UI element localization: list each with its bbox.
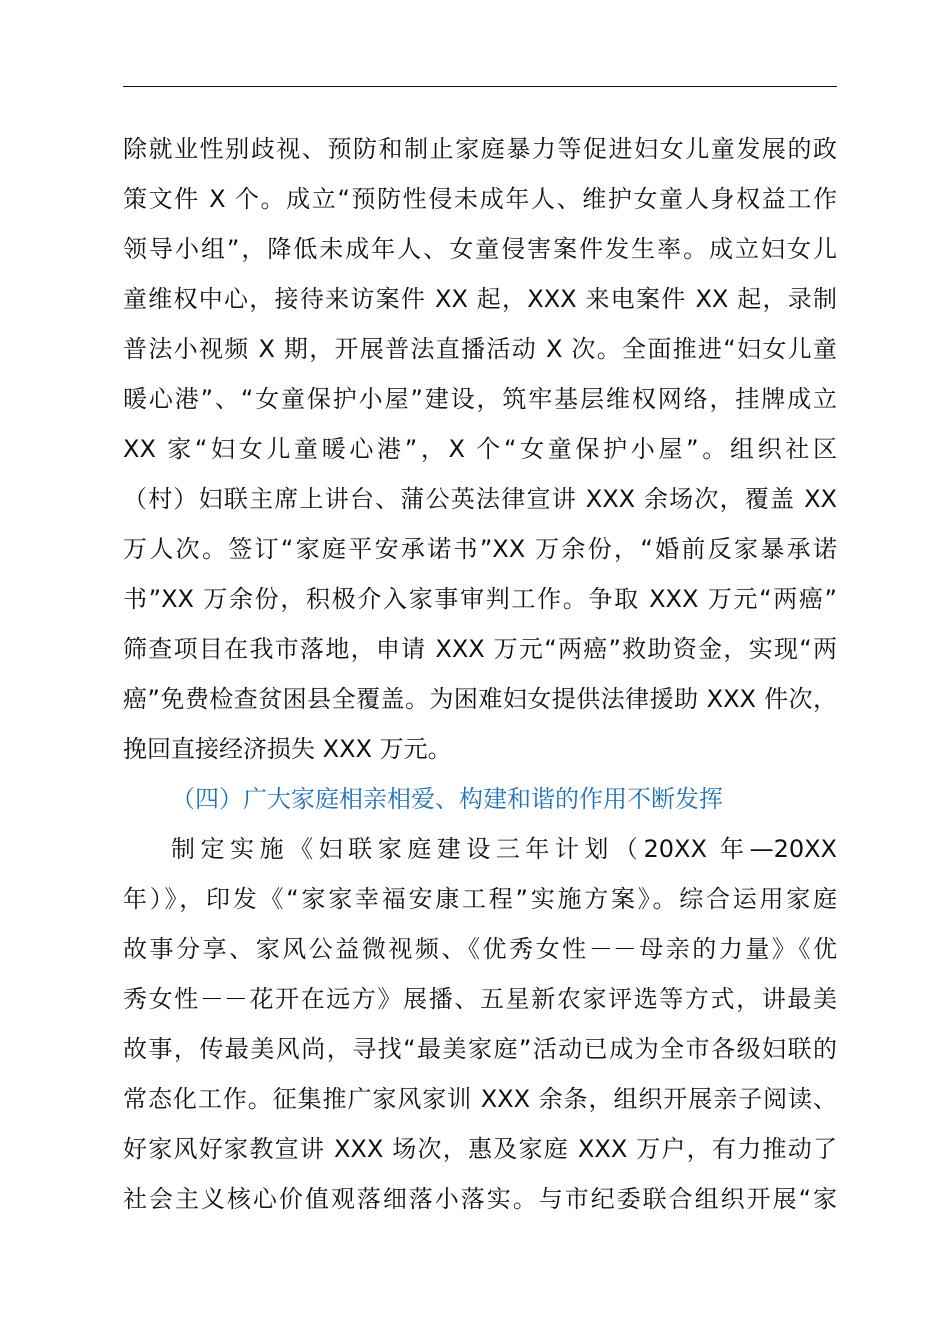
section-heading: （四）广大家庭相亲相爱、构建和谐的作用不断发挥 — [171, 785, 723, 813]
text-line: 常态化工作。征集推广家风家训 XXX 余条，组织开展亲子阅读、 — [123, 1085, 837, 1113]
header-rule — [123, 86, 837, 87]
paragraph-legal-rights — [123, 124, 837, 774]
text-line: 策文件 X 个。成立“预防性侵未成年人、维护女童人身权益工作 — [123, 185, 837, 213]
text-line: 年）》，印发《“家家幸福安康工程”实施方案》。综合运用家庭 — [123, 885, 837, 913]
paragraph-family-building — [123, 824, 837, 1224]
text-line: 领导小组”，降低未成年人、女童侵害案件发生率。成立妇女儿 — [123, 235, 837, 263]
text-line: 秀女性－－花开在远方》展播、五星新农家评选等方式，讲最美 — [123, 985, 837, 1013]
text-line: 故事，传最美风尚，寻找“最美家庭”活动已成为全市各级妇联的 — [123, 1035, 837, 1063]
text-line: （村）妇联主席上讲台、蒲公英法律宣讲 XXX 余场次，覆盖 XX — [123, 485, 837, 513]
text-line: 好家风好家教宣讲 XXX 场次，惠及家庭 XXX 万户，有力推动了 — [123, 1135, 837, 1163]
text-line: 万人次。签订“家庭平安承诺书”XX 万余份，“婚前反家暴承诺 — [123, 535, 837, 563]
text-line: 书”XX 万余份，积极介入家事审判工作。争取 XXX 万元“两癌” — [123, 585, 837, 613]
text-line: 暖心港”、“女童保护小屋”建设，筑牢基层维权网络，挂牌成立 — [123, 385, 837, 413]
text-line: 社会主义核心价值观落细落小落实。与市纪委联合组织开展“家 — [123, 1185, 837, 1213]
text-line: 普法小视频 X 期，开展普法直播活动 X 次。全面推进“妇女儿童 — [123, 335, 837, 363]
text-line: 筛查项目在我市落地，申请 XXX 万元“两癌”救助资金，实现“两 — [123, 635, 837, 663]
text-line: 挽回直接经济损失 XXX 万元。 — [123, 735, 452, 763]
text-line: 故事分享、家风公益微视频、《优秀女性－－母亲的力量》《优 — [123, 935, 837, 963]
text-line: 癌”免费检查贫困县全覆盖。为困难妇女提供法律援助 XXX 件次， — [123, 685, 837, 713]
text-line: 制定实施《妇联家庭建设三年计划（20XX 年—20XX — [171, 835, 837, 863]
text-line: XX 家“妇女儿童暖心港”，X 个“女童保护小屋”。组织社区 — [123, 435, 837, 463]
text-line: 童维权中心，接待来访案件 XX 起，XXX 来电案件 XX 起，录制 — [123, 285, 837, 313]
document-body — [123, 124, 837, 1224]
text-line: 除就业性别歧视、预防和制止家庭暴力等促进妇女儿童发展的政 — [123, 135, 837, 163]
